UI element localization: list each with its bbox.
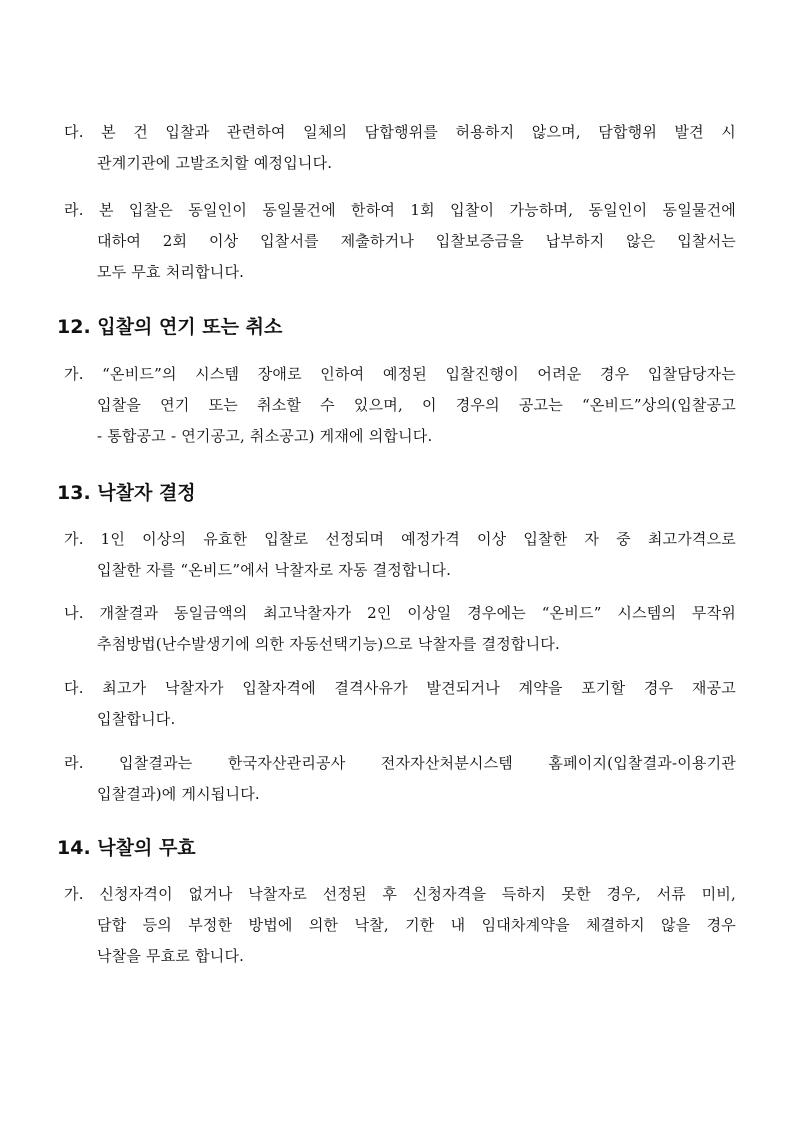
clause-line: 라. 입찰결과는 한국자산관리공사 전자자산처분시스템 홈페이지(입찰결과-이용기관	[64, 754, 736, 772]
clause-11-ra	[64, 195, 736, 288]
section-heading-12: 12. 입찰의 연기 또는 취소	[57, 316, 283, 338]
clause-11-da	[64, 117, 736, 179]
clause-line: 다. 본 건 입찰과 관련하여 일체의 담합행위를 허용하지 않으며, 담합행위 발견 시	[64, 123, 736, 141]
clause-line: 추첨방법(난수발생기에 의한 자동선택기능)으로 낙찰자를 결정합니다.	[97, 635, 560, 653]
clause-line: 낙찰을 무효로 합니다.	[97, 947, 245, 965]
clause-line: 담합 등의 부정한 방법에 의한 낙찰, 기한 내 임대차계약을 체결하지 않을 경우	[97, 916, 736, 934]
clause-13-ga	[64, 524, 736, 586]
clause-13-na	[64, 598, 736, 660]
clause-line: - 통합공고 - 연기공고, 취소공고) 게재에 의합니다.	[97, 427, 433, 445]
section-heading-14: 14. 낙찰의 무효	[57, 837, 196, 859]
clause-line: 모두 무효 처리합니다.	[97, 263, 245, 281]
clause-13-da	[64, 673, 736, 735]
clause-line: 라. 본 입찰은 동일인이 동일물건에 한하여 1회 입찰이 가능하며, 동일인이 동일물건에	[64, 201, 736, 219]
clause-line: 다. 최고가 낙찰자가 입찰자격에 결격사유가 발견되거나 계약을 포기할 경우 재공고	[64, 679, 736, 697]
clause-line: 가. “온비드”의 시스템 장애로 인하여 예정된 입찰진행이 어려운 경우 입찰담당자는	[64, 365, 736, 383]
clause-line: 관계기관에 고발조치할 예정입니다.	[97, 154, 333, 172]
clause-13-ra	[64, 748, 736, 810]
clause-line: 입찰을 연기 또는 취소할 수 있으며, 이 경우의 공고는 “온비드”상의(입찰공고	[97, 396, 736, 414]
clause-14-ga	[64, 879, 736, 972]
clause-line: 입찰결과)에 게시됩니다.	[97, 785, 260, 803]
clause-line: 입찰합니다.	[97, 710, 176, 728]
clause-line: 나. 개찰결과 동일금액의 최고낙찰자가 2인 이상일 경우에는 “온비드” 시스템의 무작위	[64, 604, 736, 622]
clause-line: 가. 신청자격이 없거나 낙찰자로 선정된 후 신청자격을 득하지 못한 경우, 서류 미비,	[64, 885, 736, 903]
clause-12-ga	[64, 359, 736, 452]
section-heading-13: 13. 낙찰자 결정	[57, 482, 196, 504]
clause-line: 대하여 2회 이상 입찰서를 제출하거나 입찰보증금을 납부하지 않은 입찰서는	[97, 232, 736, 250]
clause-line: 가. 1인 이상의 유효한 입찰로 선정되며 예정가격 이상 입찰한 자 중 최고가격으로	[64, 530, 736, 548]
clause-line: 입찰한 자를 “온비드”에서 낙찰자로 자동 결정합니다.	[97, 561, 452, 579]
